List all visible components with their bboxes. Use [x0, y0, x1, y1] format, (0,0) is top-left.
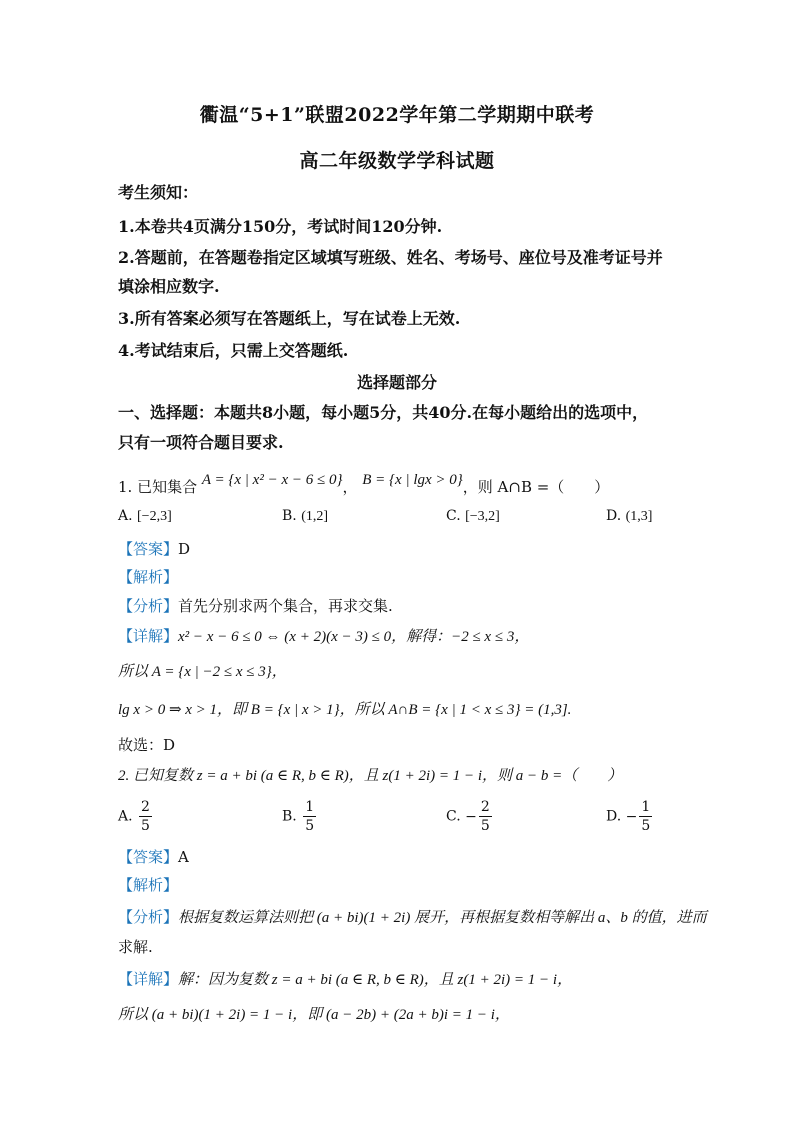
exam-subtitle: 高二年级数学学科试题: [299, 150, 495, 172]
notice-item-4: 4.考试结束后，只需上交答题纸.: [118, 341, 349, 360]
q2-fenxi-2: 求解.: [118, 938, 153, 956]
q1-sep: ，: [342, 478, 358, 496]
q2-option-c-label: C.: [446, 808, 461, 825]
q1-xiangjie-1: [118, 625, 529, 646]
q1-option-d: [606, 508, 652, 525]
q1-stem-prefix: 1. 已知集合: [118, 478, 198, 496]
notice-item-1: 1.本卷共4页满分150分，考试时间120分钟.: [118, 217, 443, 236]
section-heading-line2: 只有一项符合题目要求.: [118, 433, 284, 452]
fenxi-tag: 【分析】: [118, 597, 179, 615]
notice-item-2-cont: 填涂相应数字.: [118, 277, 220, 296]
q2-option-d-label: D.: [606, 808, 622, 825]
q2-option-d: [606, 798, 652, 835]
q2-option-b-label: B.: [282, 808, 297, 825]
q2-xiangjie-2: 所以 (a + bi)(1 + 2i) = 1 − i，即 (a − 2b) + (2a + b)i = 1 − i，: [118, 1007, 510, 1023]
q1-option-a-value: [−2,3]: [137, 509, 172, 524]
answer-tag: 【答案】: [118, 848, 179, 866]
q2-option-b-fraction: [303, 798, 316, 835]
q1-option-a-label: A.: [118, 508, 133, 524]
q2-xiangjie-text-1: 解：因为复数 z = a + bi (a ∈ R, b ∈ R)，且 z(1 + 2i) = 1 − i，: [178, 972, 573, 988]
answer-tag: 【答案】: [118, 540, 179, 558]
q2-fenxi-text-1: 根据复数运算法则把 (a + bi)(1 + 2i) 展开，再根据复数相等解出 a、b 的值，进而: [178, 910, 707, 926]
q1-fenxi-text: 首先分别求两个集合，再求交集.: [178, 597, 393, 615]
q1-option-c-label: C.: [446, 508, 461, 524]
analysis-tag: 【解析】: [118, 568, 179, 586]
xiangjie-tag: 【详解】: [118, 627, 179, 645]
q2-answer-value: A: [178, 848, 189, 866]
fraction-denominator: 5: [141, 818, 150, 834]
q1-option-c: [446, 508, 500, 525]
fraction-numerator: 2: [480, 799, 490, 815]
q1-set-b: B = {x | lgx > 0}: [362, 472, 463, 488]
q1-option-d-value: (1,3]: [625, 509, 653, 524]
notice-heading: 考生须知：: [118, 183, 199, 202]
q1-option-d-label: D.: [606, 508, 622, 524]
q1-option-b-label: B.: [282, 508, 297, 524]
q2-option-a: [118, 798, 152, 835]
q1-xiangjie-3: lg x > 0 ⇒ x > 1，即 B = {x | x > 1}，所以 A∩B = {x | 1 < x ≤ 3} = (1,3].: [118, 702, 572, 718]
q2-fenxi-1: [118, 906, 707, 927]
q1-stem: [118, 472, 610, 497]
q1-fenxi: [118, 595, 393, 616]
q1-xiangjie-2: 所以 A = {x | −2 ≤ x ≤ 3}，: [118, 664, 287, 680]
q1-set-a: A = {x | x² − x − 6 ≤ 0}: [201, 472, 343, 488]
fraction-numerator: 2: [141, 799, 150, 815]
xiangjie-tag: 【详解】: [118, 970, 179, 988]
q2-option-a-label: A.: [118, 808, 133, 825]
q1-option-b: [282, 508, 328, 525]
q2-option-a-fraction: [139, 798, 152, 835]
q2-option-c-sign: −: [465, 808, 477, 825]
section-heading-line1: 一、选择题：本题共8小题，每小题5分，共40分.在每小题给出的选项中，: [118, 403, 649, 422]
fraction-denominator: 5: [305, 818, 315, 834]
q1-answer: [118, 538, 190, 559]
exam-title: 衢温“5+1”联盟2022学年第二学期期中联考: [199, 104, 595, 126]
q2-option-d-sign: −: [625, 808, 638, 825]
fraction-denominator: 5: [641, 818, 651, 834]
q1-conclusion: 故选：D: [118, 736, 176, 754]
q1-stem-suffix: ，则 A∩B =（ ）: [462, 478, 610, 496]
q2-option-c-fraction: [479, 798, 492, 835]
notice-item-2: 2.答题前，在答题卷指定区域填写班级、姓名、考场号、座位号及准考证号并: [118, 248, 663, 267]
q2-xiangjie-1: [118, 968, 572, 989]
notice-item-3: 3.所有答案必须写在答题纸上，写在试卷上无效.: [118, 309, 461, 328]
q1-option-c-value: [−3,2]: [465, 509, 500, 524]
q1-option-a: [118, 508, 172, 525]
fraction-numerator: 1: [641, 799, 651, 815]
fraction-denominator: 5: [480, 818, 490, 834]
part-title: 选择题部分: [356, 373, 437, 392]
q2-analysis-tag: [118, 874, 178, 895]
q2-option-c: [446, 798, 492, 835]
q2-stem: 2. 已知复数 z = a + bi (a ∈ R, b ∈ R)，且 z(1 + 2i) = 1 − i，则 a − b =（ ）: [118, 768, 623, 784]
fraction-numerator: 1: [305, 799, 315, 815]
q2-answer: [118, 846, 189, 867]
fenxi-tag: 【分析】: [118, 908, 179, 926]
analysis-tag: 【解析】: [118, 876, 179, 894]
q2-option-b: [282, 798, 316, 835]
q1-option-b-value: (1,2]: [301, 509, 329, 524]
q1-xiangjie-text-1: x² − x − 6 ≤ 0 ⇔ (x + 2)(x − 3) ≤ 0，解得：−2 ≤ x ≤ 3，: [178, 629, 530, 645]
q2-option-d-fraction: [639, 798, 652, 835]
q1-answer-value: D: [178, 540, 191, 558]
q1-analysis-tag: [118, 566, 178, 587]
